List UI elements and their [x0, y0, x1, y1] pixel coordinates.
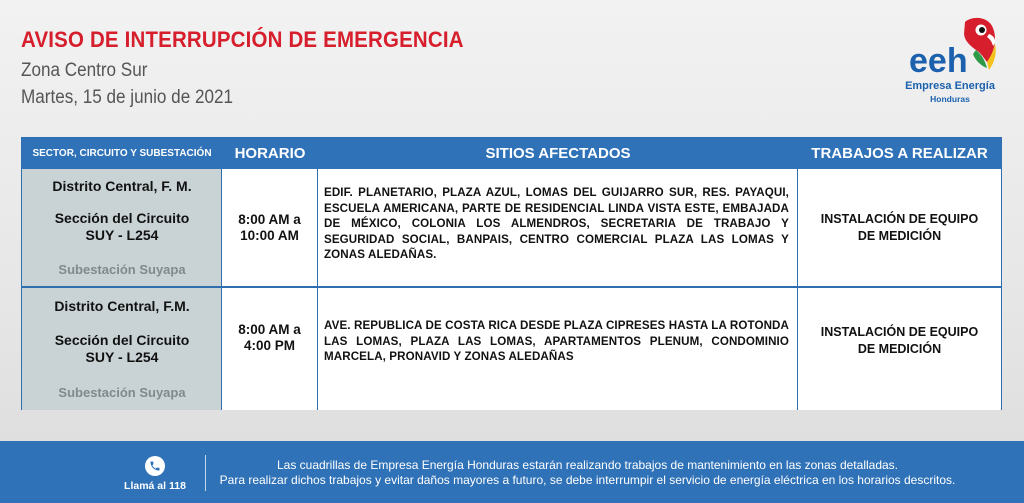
schedule-end: 4:00 PM — [243, 338, 296, 353]
work-cell — [798, 288, 1001, 410]
schedule-end: 10:00 AM — [240, 227, 299, 243]
interruption-table — [21, 137, 1002, 410]
logo-country: Honduras — [930, 94, 970, 104]
affected-sites-cell: EDIF. PLANETARIO, PLAZA AZUL, LOMAS DEL GUIJARRO SUR, RES. PAYAQUI, ESCUELA AMERICANA, PARTE DE RESIDENCIAL LINDA VISTA ESTE, EMBAJADA DE MÉXICO, COLONIA LOS ALMENDROS, SECRETARIA DE TRABAJO Y SEGURIDAD SOCIAL, BANPAIS, CENTRO COMERCIAL PLAZA LAS LOMAS Y ZONAS ALEDAÑAS. — [318, 169, 798, 286]
substation-name: Subestación Suyapa — [58, 262, 186, 277]
logo-mark-text: eeh — [909, 42, 968, 78]
footer-bar — [0, 441, 1024, 503]
parrot-logo-icon — [903, 16, 998, 78]
call-label[interactable]: Llamá al 118 — [124, 480, 186, 492]
substation-name: Subestación Suyapa — [58, 385, 186, 400]
district-name: Distrito Central, F. M. — [52, 178, 192, 194]
circuit-section-label: Sección del Circuito — [54, 210, 190, 226]
affected-sites-cell: AVE. REPUBLICA DE COSTA RICA DESDE PLAZA CIPRESES HASTA LA ROTONDA LAS LOMAS, PLAZA LAS LOMAS, APARTAMENTOS PLENUM, CONDOMINIO MARCELA, PRONAVID Y ZONAS ALEDAÑAS — [318, 288, 798, 410]
work-description-line2: DE MEDICIÓN — [857, 228, 942, 243]
schedule-start: 8:00 AM a — [238, 211, 301, 227]
footer-line-2: Para realizar dichos trabajos y evitar daños mayores a futuro, se debe interrumpir el servicio de energía eléctrica en los horarios descritos. — [219, 473, 956, 487]
circuit-code: SUY - L254 — [85, 227, 159, 243]
phone-icon[interactable] — [145, 456, 165, 476]
schedule-cell — [222, 288, 318, 410]
circuit-code: SUY - L254 — [85, 349, 159, 365]
sector-cell — [22, 288, 222, 410]
table-header — [22, 138, 1001, 169]
work-cell — [798, 169, 1001, 286]
footer-divider — [205, 455, 206, 491]
district-name: Distrito Central, F.M. — [54, 298, 190, 314]
column-header-sitios: SITIOS AFECTADOS — [485, 145, 631, 162]
footer-message — [215, 458, 960, 488]
table-row — [22, 169, 1001, 286]
column-header-trabajos: TRABAJOS A REALIZAR — [811, 145, 988, 162]
page-title: AVISO DE INTERRUPCIÓN DE EMERGENCIA — [21, 27, 464, 52]
table-row — [22, 286, 1001, 410]
notice-date: Martes, 15 de junio de 2021 — [21, 87, 234, 108]
schedule-start: 8:00 AM a — [238, 322, 301, 337]
zone-subtitle: Zona Centro Sur — [21, 60, 148, 81]
notice-header — [21, 27, 497, 109]
circuit-section-label: Sección del Circuito — [54, 332, 190, 348]
work-description-line2: DE MEDICIÓN — [857, 342, 942, 356]
column-header-sector: SECTOR, CIRCUITO Y SUBESTACIÓN — [32, 147, 212, 159]
schedule-cell — [222, 169, 318, 286]
work-description-line1: INSTALACIÓN DE EQUIPO — [820, 211, 979, 226]
work-description-line1: INSTALACIÓN DE EQUIPO — [820, 325, 979, 339]
eeh-logo — [895, 16, 1005, 108]
column-header-horario: HORARIO — [234, 145, 306, 162]
sector-cell — [22, 169, 222, 286]
logo-company-name: Empresa Energía — [905, 80, 995, 92]
footer-line-1: Las cuadrillas de Empresa Energía Honduras estarán realizando trabajos de mantenimiento en las zonas detalladas. — [276, 458, 899, 472]
